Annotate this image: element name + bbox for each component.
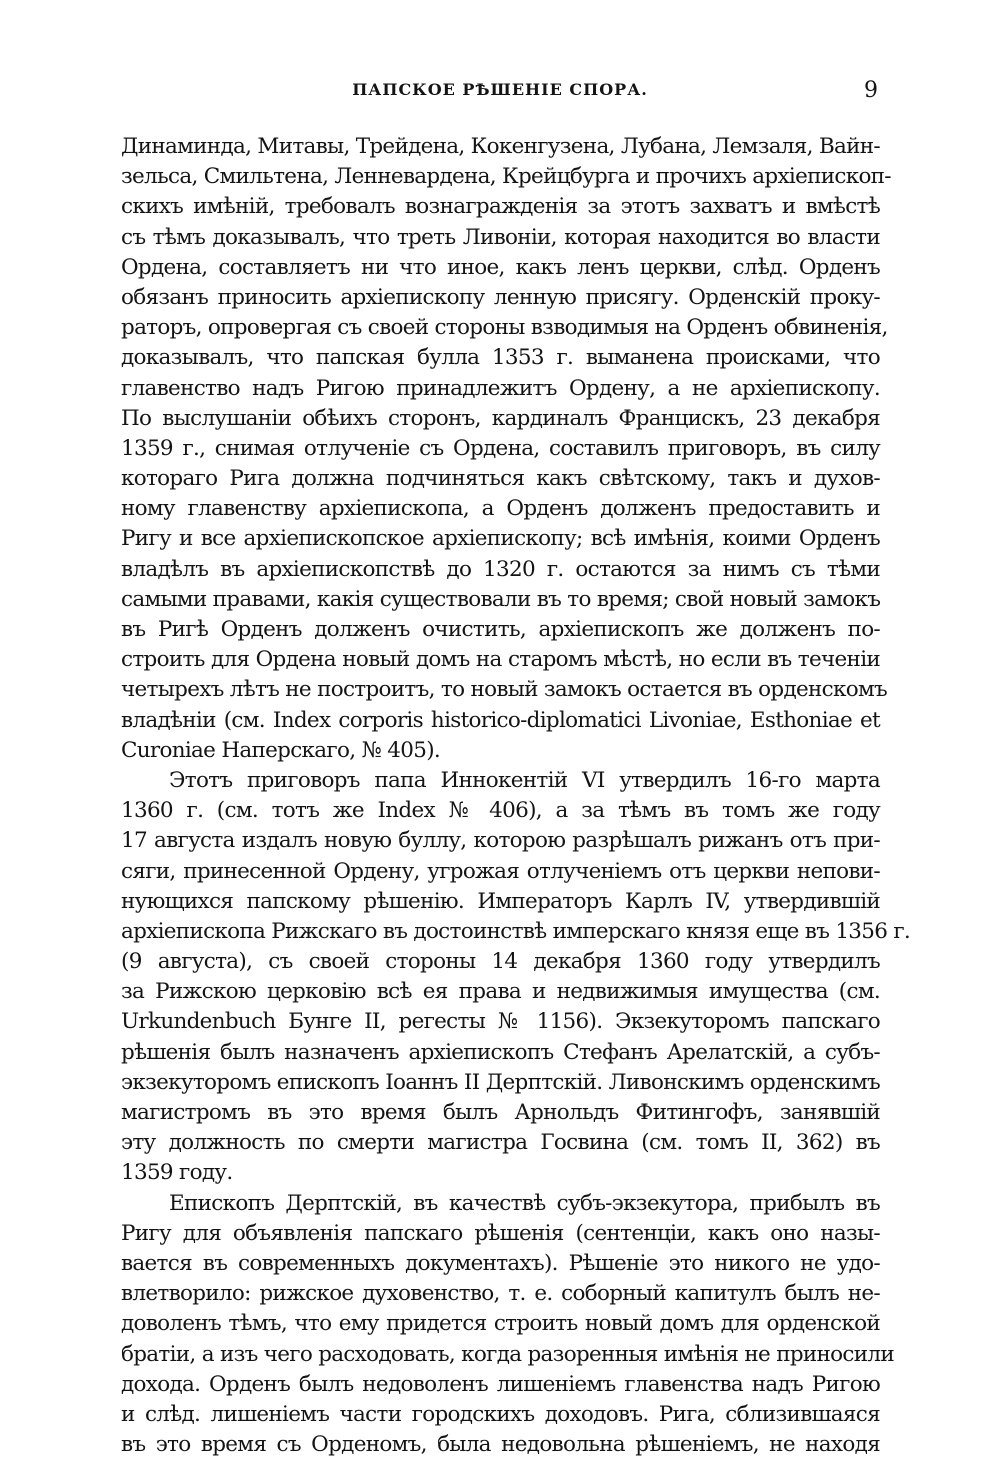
text-line: владѣлъ въ архіепископствѣ до 1320 г. остаются за нимъ съ тѣми — [121, 556, 880, 582]
text-line: строить для Ордена новый домъ на старомъ мѣстѣ, но если въ теченіи — [121, 647, 880, 673]
text-line: сяги, принесенной Ордену, угрожая отлученіемъ отъ церкви непови- — [121, 858, 880, 884]
text-line: 1359 г., снимая отлученіе съ Ордена, составилъ приговоръ, въ силу — [121, 435, 880, 461]
text-line: котораго Рига должна подчиняться какъ свѣтскому, такъ и духов- — [121, 466, 880, 492]
text-line: за Рижскою церковію всѣ ея права и недвижимыя имущества (см. — [121, 979, 880, 1005]
text-line: нующихся папскому рѣшенію. Императоръ Карлъ IV, утвердившій — [121, 888, 880, 914]
paragraph-2 — [121, 766, 911, 1189]
text-line: скихъ имѣній, требовалъ вознагражденія за этотъ захватъ и вмѣстѣ — [121, 194, 880, 220]
text-line: магистромъ въ это время былъ Арнольдъ Фитингофъ, занявшій — [121, 1100, 880, 1125]
text-line: Curoniae Наперскаго, № 405). — [121, 737, 441, 763]
text-line: 17 августа издалъ новую буллу, которою разрѣшалъ рижанъ отъ при- — [121, 828, 880, 854]
text-line: Этотъ приговоръ папа Иннокентій VI утвердилъ 16-го марта — [169, 767, 880, 793]
text-line: главенство надъ Ригою принадлежитъ Ордену, а не архіепископу. — [121, 375, 880, 401]
text-line: (9 августа), съ своей стороны 14 декабря 1360 году утвердилъ — [121, 949, 880, 975]
text-line: доказывалъ, что папская булла 1353 г. выманена происками, что — [121, 345, 880, 371]
text-line: дохода. Орденъ былъ недоволенъ лишеніемъ главенства надъ Ригою — [121, 1371, 880, 1397]
chapter-title: ПАПСКОЕ РѢШЕНІЕ СПОРА. — [352, 80, 648, 99]
paragraph-1 — [121, 132, 891, 766]
page-number: 9 — [864, 78, 878, 103]
text-line: обязанъ приносить архіепископу ленную присягу. Орденскій проку- — [121, 284, 880, 310]
text-line: 1360 г. (см. тотъ же Index № 406), а за тѣмъ въ томъ же году — [121, 798, 880, 824]
text-line: въ это время съ Орденомъ, была недовольна рѣшеніемъ, не находя — [121, 1432, 880, 1458]
text-line: самыми правами, какія существовали въ то время; свой новый замокъ — [121, 586, 881, 612]
text-line: раторъ, опровергая съ своей стороны взводимыя на Орденъ обвиненія, — [121, 315, 888, 341]
text-line: архіепископа Рижскаго въ достоинствѣ имперскаго князя еще въ 1356 г. — [121, 918, 911, 944]
running-head — [120, 78, 880, 108]
text-line: Ригу и все архіепископское архіепископу; всѣ имѣнія, коими Орденъ — [121, 526, 880, 552]
text-line: рѣшенія былъ назначенъ архіепископъ Стефанъ Арелатскій, а субъ- — [121, 1039, 880, 1065]
text-line: Динаминда, Митавы, Трейдена, Кокенгузена, Лубана, Лемзаля, Вайн- — [121, 134, 880, 159]
text-line: вается въ современныхъ документахъ). Рѣшеніе это никого не удо- — [121, 1250, 880, 1276]
text-line: четырехъ лѣтъ не построитъ, то новый замокъ остается въ орденскомъ — [121, 677, 887, 703]
text-line: Ригу для объявленія папскаго рѣшенія (сентенціи, какъ оно назы- — [121, 1220, 880, 1246]
text-line: Ордена, составляетъ ни что иное, какъ ленъ церкви, слѣд. Орденъ — [121, 254, 880, 280]
text-line: братіи, а изъ чего расходовать, когда разоренныя имѣнія не приносили — [121, 1341, 894, 1367]
text-line: влетворило: рижское духовенство, т. е. соборный капитулъ былъ не- — [121, 1281, 880, 1307]
body-text — [121, 132, 911, 1460]
paragraph-3 — [121, 1189, 894, 1460]
text-line: эту должность по смерти магистра Госвина (см. томъ II, 362) въ — [121, 1130, 880, 1156]
text-line: Urkundenbuch Бунге II, регесты № 1156). Экзекуторомъ папскаго — [121, 1009, 880, 1035]
text-line: владѣніи (см. Index corporis historico-diplomatici Livoniae, Esthoniae et — [121, 707, 880, 733]
text-line: и слѣд. лишеніемъ части городскихъ доходовъ. Рига, сблизившаяся — [121, 1401, 880, 1427]
text-line: доволенъ тѣмъ, что ему придется строить новый домъ для орденской — [121, 1311, 880, 1337]
text-line: съ тѣмъ доказывалъ, что треть Ливоніи, которая находится во власти — [121, 224, 880, 250]
text-line: По выслушаніи обѣихъ сторонъ, кардиналъ Францискъ, 23 декабря — [121, 405, 880, 431]
text-line: 1359 году. — [121, 1160, 233, 1186]
text-line: въ Ригѣ Орденъ долженъ очистить, архіепископъ же долженъ по- — [121, 617, 880, 642]
text-line: экзекуторомъ епископъ Іоаннъ II Дерптскій. Ливонскимъ орденскимъ — [121, 1069, 880, 1095]
text-line: Епископъ Дерптскій, въ качествѣ субъ-экзекутора, прибылъ въ — [169, 1190, 880, 1216]
text-line: зельса, Смильтена, Ленневардена, Крейцбурга и прочихъ архіепископ- — [121, 164, 891, 190]
text-line: ному главенству архіепископа, а Орденъ долженъ предоставить и — [121, 496, 880, 522]
